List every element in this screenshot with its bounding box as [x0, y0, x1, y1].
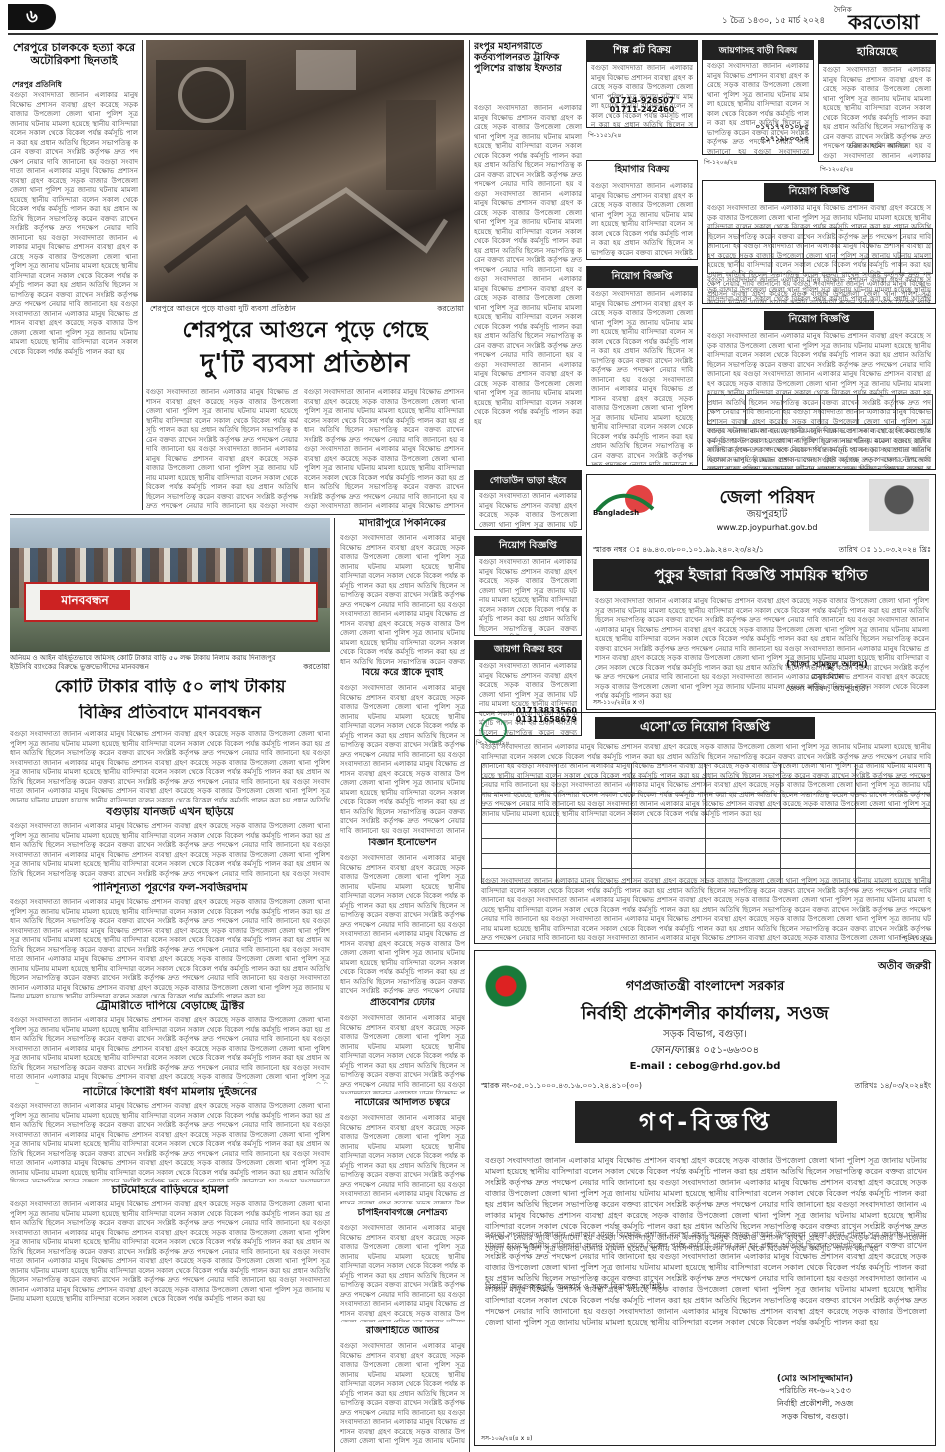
- zila-office: জেলা পরিষদ: [719, 487, 815, 508]
- portrait-icon: [869, 479, 929, 531]
- story-body-tiger: [340, 1014, 465, 1094]
- ad-plot-sale: [586, 40, 698, 128]
- col-divider: [334, 518, 335, 1452]
- story-body-biye: [340, 684, 465, 834]
- recruit-top-title: নিয়োগ বিজ্ঞপ্তি: [764, 183, 874, 202]
- ad-house-ref: পি-১২০৬/২৪: [704, 159, 738, 166]
- ad-lost-body: [823, 66, 931, 138]
- zila-signer: (খাজা সামছুল আলম): [786, 660, 868, 670]
- story-body-natore-court: [340, 1114, 465, 1204]
- page-number-badge: [8, 4, 56, 30]
- story-body-tractor: [10, 1016, 330, 1084]
- rhd-signer-name: (মোঃ আসাদুজ্জামান): [776, 1374, 854, 1384]
- story-body-rangpur: [474, 104, 582, 504]
- story-body-rajshahi: [340, 1342, 465, 1446]
- ad-house-phone1: ০১৭১৭৭০১০৮৫: [755, 122, 809, 131]
- rhd-subject: বিষয়টি জনগুরুত্বপূর্ণ, জনস্বার্থ ও সড়ক নিরাপত্তা সংশ্লিষ্ট।: [485, 1282, 665, 1291]
- zila-headline: পুকুর ইজারা বিজ্ঞপ্তি সাময়িক স্থগিত: [593, 559, 929, 591]
- zila-signer-title2: জেলা পরিষদ, জয়পুরহাট।: [785, 684, 869, 693]
- story-body-bogura-jam: [10, 822, 330, 880]
- lead-headline-line2: দু'টি ব্যবসা প্রতিষ্ঠান: [200, 350, 410, 379]
- story-body-water: [10, 898, 330, 998]
- ad-job-1: [586, 266, 698, 466]
- rhd-signer-id: পরিচিতি নং-৬০২১৫৩: [779, 1386, 851, 1395]
- rhd-body-1: [485, 1155, 927, 1221]
- rhd-division: সড়ক বিভাগ, বগুড়া।: [663, 1029, 747, 1040]
- aso-headline: এসো'তে নিয়োগ বিজ্ঞপ্তি: [595, 717, 815, 739]
- story-headline-chatmohar: চাটমোহরে বাড়িঘরে হামলা: [111, 1184, 229, 1196]
- story-body-bijnan: [340, 854, 465, 994]
- ad-himagar-body: [591, 182, 693, 260]
- masthead-logo: [830, 2, 940, 32]
- ad-himagar: [586, 160, 698, 260]
- page-number: ৬: [26, 6, 38, 27]
- ad-godown-title: গোডাউন ভাড়া হইবে: [475, 471, 581, 490]
- story-headline-chapai: চাঁপাইনবাবগঞ্জে নেশাদ্রব্য: [357, 1208, 448, 1218]
- story-headline-rajshahi: রাজশাহীতে জাতির: [365, 1326, 440, 1336]
- story-headline-bijnan: বিজ্ঞান ইনোভেশন: [368, 838, 437, 848]
- fire-debris-icon: [146, 40, 464, 302]
- ad-job-2: [474, 536, 582, 636]
- rhd-email[interactable]: E-mail : cebog@rhd.gov.bd: [629, 1061, 781, 1072]
- story-headline-tractor: ট্রৌমারীতে দাপিয়ে বেড়াচ্ছে ট্রাক্টর: [95, 1000, 245, 1012]
- zila-district: জয়পুরহাট: [746, 509, 788, 520]
- lead-story-body-a: [146, 388, 298, 512]
- human-chain-headline-2: বিক্রির প্রতিবাদে মানববন্ধন: [78, 704, 262, 723]
- rhd-signer-title1: নির্বাহী প্রকৌশলী, সওজ: [776, 1399, 854, 1408]
- recruit-mid-title: নিয়োগ বিজ্ঞপ্তি: [764, 311, 874, 330]
- col-divider: [142, 40, 143, 510]
- ad-plot-phone2: 01711-242460: [609, 105, 675, 114]
- story-body-nator-case: [10, 1102, 330, 1182]
- rhd-phone: ফোন/ফ্যাক্সঃ ০৫১-৬৬৩০৪: [650, 1045, 760, 1056]
- ad-job-2-body: [479, 558, 577, 636]
- story-body-picnic: [340, 534, 465, 664]
- ad-house-sale: [702, 40, 814, 155]
- aso-terms: [481, 877, 931, 931]
- ad-land-phone1: 01713833560: [515, 706, 577, 715]
- ad-plot-ref: পি-১১৫১/২৪: [588, 132, 622, 139]
- story-headline-tiger: প্রতিবেশির টেটার: [369, 998, 436, 1008]
- story-headline-natore-court: নাটোরের আদালত চত্বরে: [354, 1098, 451, 1108]
- human-chain-caption: অনিয়ম ও আইন বহির্ভূতভাবে জমিসহ কোটি টাকার বাড়ি ৫০ লক্ষ টাকায় নিলাম করায় দিনাজপুর ইউসিবি ব্যাংকের বিরুদ্ধে ভুক্তভোগীদের মানববন্ধন: [10, 654, 276, 671]
- rhd-notice: [474, 950, 936, 1446]
- recruit-mid-intro: [707, 332, 931, 392]
- zila-website[interactable]: www.zp.joypurhat.gov.bd: [716, 523, 818, 532]
- header-rule: [8, 33, 938, 35]
- fire-photo-caption: শেরপুরে আগুনে পুড়ে যাওয়া দুটি ব্যবসা প্রতিষ্ঠান: [150, 304, 296, 313]
- logo-small: দৈনিক: [834, 6, 852, 14]
- story-headline-nator-case: নাটোরে কিশোরী ধর্ষণ মামলায় দুইজনের: [83, 1086, 257, 1098]
- rhd-govt: গণপ্রজাতন্ত্রী বাংলাদেশ সরকার: [625, 979, 785, 994]
- aso-table: [481, 763, 931, 884]
- ad-land-body: [479, 662, 577, 704]
- ad-lost-ref: পি-১২০৫/২৪: [820, 166, 854, 173]
- recruit-mid: [702, 308, 936, 470]
- rhd-office: নির্বাহী প্রকৌশলীর কার্যালয়, সওজ: [581, 1003, 829, 1024]
- ad-godown-rent: [474, 470, 582, 530]
- ad-lost-title: হারিয়েছে: [819, 41, 935, 64]
- ad-godown-body: [479, 492, 577, 530]
- lead-headline-line1: শেরপুরে আগুনে পুড়ে গেছে: [182, 318, 428, 343]
- ad-land-ref: পি-১১৯৬/২৪: [476, 740, 510, 747]
- logo-name: করতোয়া: [848, 10, 920, 32]
- recruit-top-terms: [707, 276, 931, 302]
- story-body-chatmohar: [10, 1200, 330, 1446]
- zila-signer-title1: চেয়ারম্যান: [810, 672, 844, 681]
- rhd-ref: সস-১০৯/২৪(৪ x ৪): [481, 1435, 533, 1442]
- rhd-headline: গণ-বিজ্ঞপ্তি: [575, 1101, 837, 1143]
- ad-lost: [818, 40, 936, 162]
- zila-parishad-notice: [586, 474, 936, 710]
- ad-job-2-title: নিয়োগ বিজ্ঞপ্তি: [475, 537, 581, 556]
- story-headline-bogura-jam: বগুড়ায় যানজট এখন ছড়িয়ে: [106, 806, 234, 818]
- rhd-signer-title2: সড়ক বিভাগ, বগুড়া।: [781, 1412, 849, 1421]
- col-divider: [469, 40, 470, 1452]
- ad-plot-title: শিল্প প্লট বিক্রয়: [587, 41, 697, 62]
- story-headline-picnic: মাদারীপুরে পিকনিকের: [359, 518, 446, 529]
- aso-intro: [481, 743, 931, 761]
- lead-story-body-b: [304, 388, 464, 512]
- story-headline-rangpur: রংপুর মহানগরীতে কর্তব্যপালনরত ট্রাফিক পুলিশের রাস্তায় ইফতার: [474, 42, 562, 74]
- header-date: ১ চৈত্র ১৪৩০, ১৫ মার্চ ২০২৪: [722, 16, 825, 26]
- story-body-chapai: [340, 1224, 465, 1322]
- ad-land-phone2: 01311658679: [515, 715, 577, 724]
- ad-house-phone2: ০১৭১৯৮০৩১৫: [760, 134, 809, 143]
- ad-plot-body: [591, 64, 693, 94]
- banner-title: মানববন্ধন: [40, 590, 130, 610]
- fire-photo: [146, 40, 464, 302]
- story-headline-water: পানিশূন্যতা পূরণের ফল-সবজিরদাম: [92, 882, 248, 894]
- ad-himagar-title: হিমাগার বিক্রয়: [587, 161, 697, 180]
- rhd-memo: স্মারক নং-৩৫.০১.১০০০.৪৩.১৬.০০১.২৪.৪১০(৩০): [481, 1081, 642, 1090]
- story-headline-sherpur-driver: শেরপুরে চালককে হত্যা করে অটোরিকশা ছিনতাই: [12, 42, 136, 67]
- ad-job-1-title: নিয়োগ বিজ্ঞপ্তি: [587, 267, 697, 288]
- rhd-urgent: অতীব জরুরী: [877, 961, 931, 972]
- story-byline: শেরপুর প্রতিনিধি: [12, 80, 62, 89]
- section-rule: [10, 514, 465, 515]
- bangladesh-logo: [593, 481, 659, 521]
- human-chain-photo: [10, 518, 330, 652]
- rhd-date: তারিখঃ ১৪/০৩/২০২৪ইং: [854, 1081, 931, 1090]
- human-chain-headline-1: কোটি টাকার বাড়ি ৫০ লাখ টাকায়: [54, 678, 286, 697]
- aso-recruitment: [474, 712, 936, 944]
- rhd-body-2: [485, 1229, 927, 1273]
- human-chain-credit: করতোয়া: [303, 662, 330, 671]
- recruit-top-intro: [707, 204, 931, 226]
- human-chain-body: [10, 730, 330, 802]
- ad-plot-phone1: 01714-926507: [609, 96, 675, 105]
- recruit-mid-terms: [707, 427, 931, 467]
- ad-lost-name: ফরিদ আহমেদ আসিফ: [846, 142, 908, 150]
- aso-logo-icon: [481, 717, 507, 743]
- story-body-col1: [10, 91, 138, 511]
- ad-job-1-body: [591, 290, 693, 466]
- ad-land-title: জায়গা বিক্রয় হবে: [475, 641, 581, 660]
- recruit-top: [702, 180, 936, 304]
- zila-memo: স্মারক নম্বর ঃ ৪৬.৪৩.৩৮০০.১০১.৯৯.২৪০.২৩/৪২/১: [593, 545, 764, 554]
- bangladesh-label: Bangladesh: [593, 509, 640, 517]
- story-headline-biye: বিয়ে করে স্ত্রীকে দুবাই: [362, 668, 443, 678]
- zila-body: [595, 597, 929, 651]
- zila-ref: সস-১১০/২৪(৪ x ৩): [593, 699, 645, 706]
- ad-house-title: জায়গাসহ বাড়ী বিক্রয়: [703, 41, 813, 60]
- zila-date: তারিখ ঃ ১১.০৩.২০২৪ খ্রিঃ: [838, 545, 931, 554]
- aso-ref: পি-১২০১/২৪: [899, 935, 933, 942]
- ad-house-body: [707, 62, 809, 120]
- fire-photo-credit: করতোয়া: [437, 304, 464, 313]
